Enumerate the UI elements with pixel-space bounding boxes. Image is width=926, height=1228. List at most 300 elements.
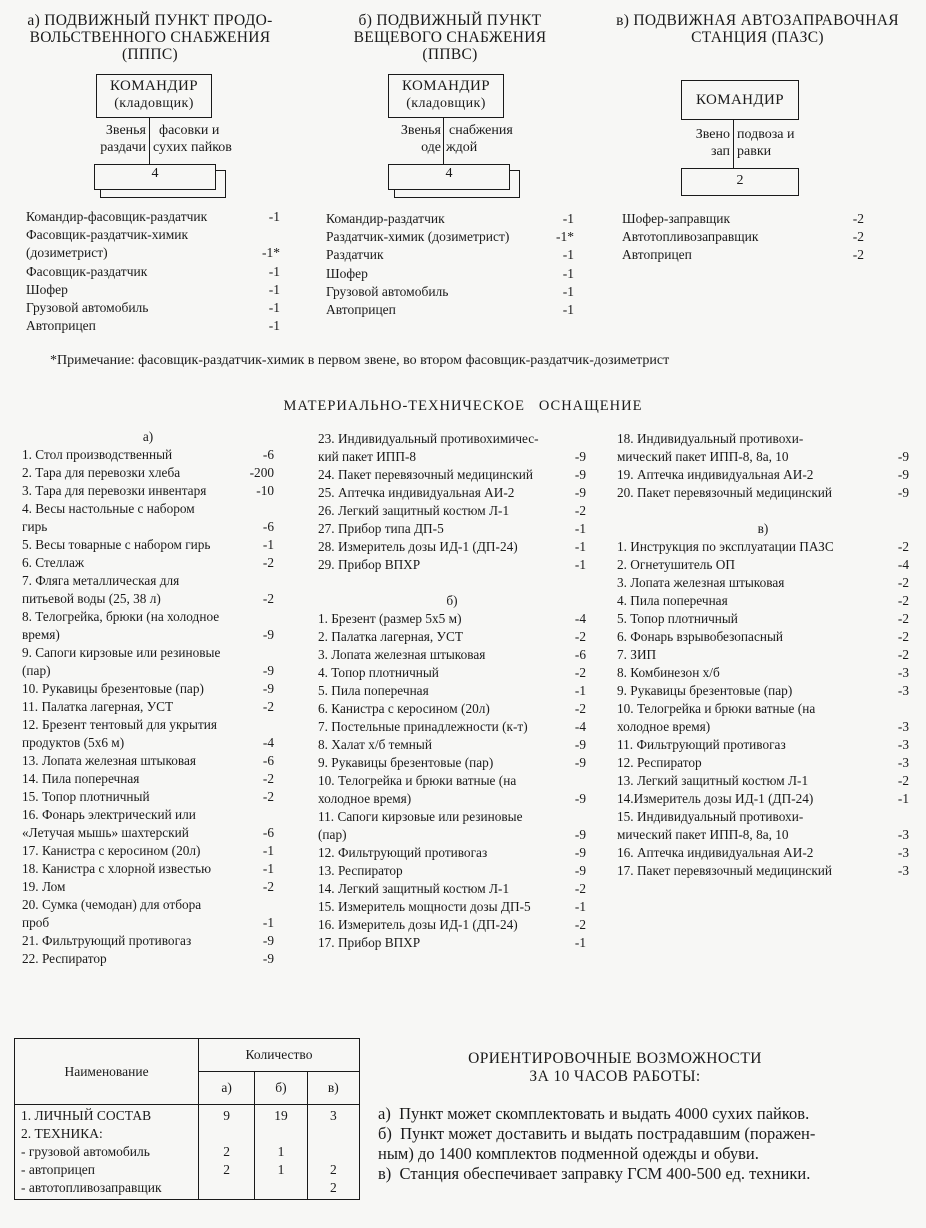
equipment-item-qty: -9 xyxy=(574,845,586,860)
equipment-item xyxy=(22,734,274,752)
equipment-item-qty: -2 xyxy=(897,773,909,788)
equipment-item-qty: -6 xyxy=(262,447,274,462)
equipment-item-qty: -9 xyxy=(574,737,586,752)
equipment-item-name: 9. Сапоги кирзовые или резиновые xyxy=(22,645,221,660)
table-cell xyxy=(255,1179,306,1197)
equipment-item-name: 2. Палатка лагерная, УСТ xyxy=(318,629,463,644)
equipment-item-name: 11. Палатка лагерная, УСТ xyxy=(22,699,174,714)
equipment-item-name: (пар) xyxy=(22,663,51,678)
equipment-item-name: 4. Топор плотничный xyxy=(318,665,439,680)
commander-label: КОМАНДИР xyxy=(109,78,199,94)
capabilities-title-line: ЗА 10 ЧАСОВ РАБОТЫ: xyxy=(529,1068,701,1085)
equipment-item xyxy=(617,664,909,682)
equipment-item-name: 24. Пакет перевязочный медицинский xyxy=(318,467,534,482)
list-item xyxy=(26,317,280,335)
equipment-item xyxy=(22,896,274,914)
table-cell xyxy=(308,1125,359,1143)
equipment-item-qty: -1 xyxy=(574,539,586,554)
equipment-item xyxy=(617,754,909,772)
equipment-item-qty: -9 xyxy=(897,467,909,482)
equipment-item-qty: -2 xyxy=(897,629,909,644)
subunit-left-line: Звенья xyxy=(400,123,441,138)
staff-qty: -1 xyxy=(562,247,574,263)
table-subheader xyxy=(307,1072,359,1105)
equipment-item-name: 11. Сапоги кирзовые или резиновые xyxy=(318,809,523,824)
subheader-c: в) xyxy=(327,1080,339,1095)
staff-qty: -1* xyxy=(556,229,574,245)
unit-a-subunit-left xyxy=(70,122,146,156)
equipment-item-name: 9. Рукавицы брезентовые (пар) xyxy=(617,683,793,698)
equipment-item-qty: -9 xyxy=(897,485,909,500)
subunit-left-line: оде xyxy=(421,140,441,155)
equipment-item-name: 16. Аптечка индивидуальная АИ-2 xyxy=(617,845,814,860)
unit-b-commander-box xyxy=(388,74,504,118)
table-body-row xyxy=(15,1105,360,1200)
staff-name: (дозиметрист) xyxy=(26,245,108,261)
equipment-item xyxy=(22,716,274,734)
equipment-item-name: 26. Легкий защитный костюм Л-1 xyxy=(318,503,510,518)
equipment-item xyxy=(617,574,909,592)
equipment-item-qty: -2 xyxy=(574,917,586,932)
staff-qty: -1 xyxy=(562,301,574,317)
equipment-item xyxy=(318,556,586,574)
equipment-item xyxy=(22,752,274,770)
equipment-item xyxy=(617,844,909,862)
equipment-item-name: мический пакет ИПП-8, 8а, 10 xyxy=(617,827,789,842)
equipment-item xyxy=(318,538,586,556)
equipment-item xyxy=(22,950,274,968)
equipment-item-qty: -3 xyxy=(897,827,909,842)
equipment-item xyxy=(318,916,586,934)
summary-table xyxy=(14,1038,360,1200)
equipment-item xyxy=(617,556,909,574)
equipment-item-qty: -4 xyxy=(574,611,586,626)
table-cell: 3 xyxy=(329,1108,337,1123)
equipment-item-qty: -1 xyxy=(262,537,274,552)
equipment-item-qty: -9 xyxy=(262,933,274,948)
unit-b-title-line: (ППВС) xyxy=(422,46,478,63)
equipment-item xyxy=(318,736,586,754)
equipment-item-name: 18. Индивидуальный противохи- xyxy=(617,431,804,446)
equipment-item-name: 5. Пила поперечная xyxy=(318,683,429,698)
equipment-item-qty: -2 xyxy=(262,591,274,606)
equipment-item-name: 2. Огнетушитель ОП xyxy=(617,557,735,572)
equipment-item-name: 23. Индивидуальный противохимичес- xyxy=(318,431,539,446)
list-item xyxy=(326,228,574,246)
subheader-a: а) xyxy=(221,1080,232,1095)
equipment-item xyxy=(318,790,586,808)
equipment-item xyxy=(617,610,909,628)
unit-a-subunit-right xyxy=(153,122,263,156)
subunit-count: 2 xyxy=(736,173,744,188)
table-col-c xyxy=(307,1105,359,1200)
table-name: 1. ЛИЧНЫЙ СОСТАВ xyxy=(21,1108,152,1123)
equipment-item-qty: -4 xyxy=(262,735,274,750)
equipment-item-qty: -2 xyxy=(262,771,274,786)
equipment-item xyxy=(318,880,586,898)
equipment-item-qty: -3 xyxy=(897,665,909,680)
list-item xyxy=(622,246,864,264)
equipment-item xyxy=(617,448,909,466)
equipment-item-qty: -9 xyxy=(574,755,586,770)
table-subheader xyxy=(199,1072,255,1105)
equipment-item xyxy=(22,644,274,662)
equipment-section-title: МАТЕРИАЛЬНО-ТЕХНИЧЕСКОЕ ОСНАЩЕНИЕ xyxy=(283,398,643,414)
equipment-item-qty: -1 xyxy=(262,861,274,876)
table-cell xyxy=(199,1179,254,1197)
equipment-item-qty: -1 xyxy=(574,521,586,536)
equipment-item-name: 15. Индивидуальный противохи- xyxy=(617,809,804,824)
staff-qty: -1 xyxy=(268,281,280,297)
equipment-item xyxy=(22,536,274,554)
equipment-subsection-heading: в) xyxy=(757,521,769,536)
equipment-item-name: 5. Топор плотничный xyxy=(617,611,738,626)
equipment-item xyxy=(22,860,274,878)
equipment-item-name: 7. Постельные принадлежности (к-т) xyxy=(318,719,528,734)
unit-c-count-box xyxy=(681,168,799,196)
equipment-item-qty: -1 xyxy=(574,557,586,572)
equipment-item xyxy=(617,808,909,826)
equipment-item xyxy=(22,824,274,842)
unit-c-staff-list xyxy=(622,210,864,265)
capability-line: ным) до 1400 комплектов подменной одежды и обуви. xyxy=(378,1144,759,1163)
equipment-item xyxy=(22,680,274,698)
equipment-item-qty: -9 xyxy=(574,827,586,842)
table-cell: 2 xyxy=(329,1162,337,1177)
equipment-item-name: 12. Брезент тентовый для укрытия xyxy=(22,717,218,732)
equipment-item-qty: -1 xyxy=(262,915,274,930)
equipment-item-qty: -1 xyxy=(897,791,909,806)
equipment-item xyxy=(22,932,274,950)
equipment-item-name: 2. Тара для перевозки хлеба xyxy=(22,465,181,480)
equipment-item xyxy=(22,842,274,860)
equipment-item xyxy=(22,464,274,482)
unit-c-subunit-left xyxy=(660,126,730,160)
equipment-item xyxy=(318,574,586,592)
table-header-row xyxy=(15,1039,360,1072)
equipment-item-name: 12. Респиратор xyxy=(617,755,702,770)
equipment-item-qty: -1 xyxy=(574,683,586,698)
equipment-item xyxy=(318,466,586,484)
equipment-item-name: 1. Стол производственный xyxy=(22,447,173,462)
equipment-item-name: 15. Топор плотничный xyxy=(22,789,150,804)
equipment-item-name: 3. Лопата железная штыковая xyxy=(318,647,486,662)
equipment-item-qty: -6 xyxy=(262,753,274,768)
staff-name: Командир-фасовщик-раздатчик xyxy=(26,209,208,224)
list-item xyxy=(622,210,864,228)
equipment-item-qty: -3 xyxy=(897,755,909,770)
equipment-item-qty: -2 xyxy=(897,575,909,590)
equipment-item-name: 16. Измеритель дозы ИД-1 (ДП-24) xyxy=(318,917,518,932)
equipment-item xyxy=(318,844,586,862)
equipment-item xyxy=(22,770,274,788)
subunit-right-line: фасовки и xyxy=(159,123,220,138)
table-name: - автотопливозаправщик xyxy=(21,1180,162,1195)
equipment-column-2 xyxy=(318,430,586,952)
table-cell xyxy=(199,1125,254,1143)
unit-a-title xyxy=(0,12,300,63)
table-subheader xyxy=(255,1072,307,1105)
unit-b-subunit-left xyxy=(364,122,441,156)
equipment-item xyxy=(318,808,586,826)
commander-sublabel: (кладовщик) xyxy=(406,96,486,111)
equipment-item-qty: -3 xyxy=(897,719,909,734)
staff-name: Командир-раздатчик xyxy=(326,211,445,226)
equipment-item-qty: -6 xyxy=(262,825,274,840)
unit-b-connector xyxy=(443,118,444,164)
equipment-item xyxy=(22,482,274,500)
equipment-item xyxy=(617,718,909,736)
equipment-item xyxy=(318,448,586,466)
equipment-subsection-heading: а) xyxy=(142,429,154,444)
equipment-item-name: 8. Халат х/б темный xyxy=(318,737,432,752)
table-col-b xyxy=(255,1105,307,1200)
equipment-item-name: 8. Телогрейка, брюки (на холодное xyxy=(22,609,220,624)
equipment-item-name: 12. Фильтрующий противогаз xyxy=(318,845,488,860)
subunit-right-line: равки xyxy=(737,144,772,159)
unit-b-staff-list xyxy=(326,210,574,319)
unit-a-subunit-stack xyxy=(94,164,226,198)
equipment-item-name: 9. Рукавицы брезентовые (пар) xyxy=(318,755,494,770)
list-item xyxy=(326,210,574,228)
equipment-item-qty: -2 xyxy=(262,789,274,804)
equipment-item xyxy=(318,664,586,682)
list-item xyxy=(26,263,280,281)
list-item xyxy=(326,265,574,283)
equipment-item-name: 1. Инструкция по эксплуатации ПАЗС xyxy=(617,539,834,554)
subunit-left-line: зап xyxy=(710,144,730,159)
equipment-item xyxy=(22,572,274,590)
equipment-item xyxy=(617,862,909,880)
staff-qty: -2 xyxy=(852,211,864,226)
unit-b-title-line: б) ПОДВИЖНЫЙ ПУНКТ xyxy=(358,12,542,29)
equipment-item-name: проб xyxy=(22,915,50,930)
equipment-item-name: 19. Лом xyxy=(22,879,66,894)
equipment-item-name: питьевой воды (25, 38 л) xyxy=(22,591,161,606)
table-cell: 2 xyxy=(329,1180,337,1195)
staff-name: Автотопливозаправщик xyxy=(622,229,759,245)
capability-line: б) Пункт может доставить и выдать пострадавшим (поражен- xyxy=(378,1124,816,1143)
equipment-item-qty: -200 xyxy=(249,465,274,480)
unit-a-staff-list xyxy=(26,208,280,335)
equipment-item-name: 4. Весы настольные с набором xyxy=(22,501,195,516)
table-name: - грузовой автомобиль xyxy=(21,1144,150,1159)
list-item xyxy=(26,226,280,244)
table-cell: 1 xyxy=(277,1162,285,1177)
equipment-item xyxy=(318,700,586,718)
unit-c-title xyxy=(595,12,920,46)
equipment-item-name: 6. Фонарь взрывобезопасный xyxy=(617,629,784,644)
equipment-item-name: 14. Легкий защитный костюм Л-1 xyxy=(318,881,510,896)
equipment-item-name: 13. Респиратор xyxy=(318,863,403,878)
equipment-item xyxy=(617,628,909,646)
equipment-item xyxy=(318,772,586,790)
equipment-item xyxy=(617,592,909,610)
equipment-item-qty: -2 xyxy=(897,593,909,608)
table-cell: 19 xyxy=(274,1108,288,1123)
equipment-item-name: 13. Легкий защитный костюм Л-1 xyxy=(617,773,809,788)
equipment-item-name: 6. Канистра с керосином (20л) xyxy=(318,701,490,716)
table-names-cell xyxy=(15,1105,199,1200)
staff-qty: -1 xyxy=(562,283,574,299)
equipment-item xyxy=(617,682,909,700)
staff-qty: -1* xyxy=(262,245,280,261)
staff-qty: -1 xyxy=(268,209,280,224)
equipment-item-qty: -2 xyxy=(897,647,909,662)
staff-qty: -1 xyxy=(268,299,280,315)
staff-qty: -1 xyxy=(268,318,280,334)
table-name: 2. ТЕХНИКА: xyxy=(21,1126,103,1141)
equipment-item xyxy=(22,554,274,572)
equipment-item-name: 10. Телогрейка и брюки ватные (на xyxy=(617,701,816,716)
commander-label: КОМАНДИР xyxy=(695,92,785,108)
equipment-item-name: 6. Стеллаж xyxy=(22,555,85,570)
unit-a-title-line: (ПППС) xyxy=(121,46,179,63)
equipment-item-name: 15. Измеритель мощности дозы ДП-5 xyxy=(318,899,531,914)
equipment-item-name: 8. Комбинезон х/б xyxy=(617,665,720,680)
equipment-item-qty: -2 xyxy=(262,555,274,570)
equipment-item xyxy=(318,610,586,628)
equipment-column-3 xyxy=(617,430,909,880)
subunit-left-line: раздачи xyxy=(100,140,146,155)
equipment-item-qty: -2 xyxy=(574,629,586,644)
equipment-item-name: 17. Пакет перевязочный медицинский xyxy=(617,863,833,878)
capabilities-title-line: ОРИЕНТИРОВОЧНЫЕ ВОЗМОЖНОСТИ xyxy=(468,1050,762,1067)
equipment-item-name: 7. ЗИП xyxy=(617,647,657,662)
equipment-item-name: время) xyxy=(22,627,60,642)
unit-c-title-line: в) ПОДВИЖНАЯ АВТОЗАПРАВОЧНАЯ xyxy=(616,12,899,29)
equipment-item-qty: -2 xyxy=(262,879,274,894)
commander-sublabel: (кладовщик) xyxy=(114,96,194,111)
capability-line: а) Пункт может скомплектовать и выдать 4000 сухих пайков. xyxy=(378,1104,810,1123)
equipment-item-qty: -9 xyxy=(262,627,274,642)
table-cell: 2 xyxy=(223,1162,231,1177)
unit-c-connector xyxy=(733,120,734,168)
equipment-item-name: 14. Пила поперечная xyxy=(22,771,140,786)
staff-name: Фасовщик-раздатчик xyxy=(26,263,148,279)
equipment-item-name: 27. Прибор типа ДП-5 xyxy=(318,521,444,536)
footnote: *Примечание: фасовщик-раздатчик-химик в первом звене, во втором фасовщик-раздатчик-дозиметрист xyxy=(50,353,670,368)
list-item xyxy=(26,281,280,299)
equipment-item xyxy=(617,772,909,790)
equipment-item-name: 17. Прибор ВПХР xyxy=(318,935,421,950)
equipment-item-qty: -2 xyxy=(574,665,586,680)
unit-a-title-line: а) ПОДВИЖНЫЙ ПУНКТ ПРОДО- xyxy=(27,12,273,29)
subunit-right-line: сухих пайков xyxy=(153,140,232,155)
equipment-item-name: 5. Весы товарные с набором гирь xyxy=(22,537,211,552)
equipment-item-qty: -4 xyxy=(897,557,909,572)
equipment-item-name: 10. Телогрейка и брюки ватные (на xyxy=(318,773,517,788)
unit-a-connector xyxy=(149,118,150,164)
equipment-item-qty: -9 xyxy=(574,467,586,482)
equipment-item xyxy=(617,466,909,484)
equipment-item xyxy=(22,878,274,896)
equipment-item-qty: -6 xyxy=(262,519,274,534)
equipment-item-name: 3. Тара для перевозки инвентаря xyxy=(22,483,207,498)
subunit-right-line: ждой xyxy=(446,140,478,155)
equipment-item-qty: -2 xyxy=(574,503,586,518)
equipment-item xyxy=(22,626,274,644)
staff-name: Шофер xyxy=(326,265,368,281)
equipment-item xyxy=(22,590,274,608)
equipment-item xyxy=(318,646,586,664)
name-header: Наименование xyxy=(64,1063,149,1079)
equipment-item-qty: -3 xyxy=(897,683,909,698)
equipment-item-name: 28. Измеритель дозы ИД-1 (ДП-24) xyxy=(318,539,518,554)
equipment-item xyxy=(318,484,586,502)
equipment-item-qty: -9 xyxy=(262,951,274,966)
unit-c-subunit-right xyxy=(737,126,847,160)
equipment-item xyxy=(318,898,586,916)
equipment-item-qty: -3 xyxy=(897,845,909,860)
equipment-item-qty: -9 xyxy=(262,681,274,696)
staff-name: Шофер-заправщик xyxy=(622,211,731,226)
staff-qty: -2 xyxy=(852,247,864,263)
table-cell xyxy=(308,1143,359,1161)
equipment-item-name: 10. Рукавицы брезентовые (пар) xyxy=(22,681,204,696)
table-col-a xyxy=(199,1105,255,1200)
equipment-item-name: 19. Аптечка индивидуальная АИ-2 xyxy=(617,467,814,482)
equipment-item xyxy=(22,608,274,626)
equipment-item-qty: -2 xyxy=(897,539,909,554)
staff-qty: -1 xyxy=(562,211,574,226)
commander-label: КОМАНДИР xyxy=(401,78,491,94)
unit-b-title xyxy=(300,12,600,63)
equipment-item xyxy=(617,430,909,448)
list-item xyxy=(326,301,574,319)
equipment-item-qty: -9 xyxy=(897,449,909,464)
table-cell: 2 xyxy=(223,1144,231,1159)
capability-line: в) Станция обеспечивает заправку ГСМ 400-500 ед. техники. xyxy=(378,1164,811,1183)
equipment-item-qty: -2 xyxy=(262,699,274,714)
equipment-item-qty: -3 xyxy=(897,737,909,752)
equipment-item-name: 22. Респиратор xyxy=(22,951,107,966)
equipment-item xyxy=(22,500,274,518)
table-cell: 9 xyxy=(223,1108,231,1123)
equipment-item xyxy=(318,502,586,520)
equipment-item-qty: -2 xyxy=(897,611,909,626)
equipment-item xyxy=(617,700,909,718)
equipment-item-name: «Летучая мышь» шахтерский xyxy=(22,825,189,840)
equipment-item-qty: -9 xyxy=(574,791,586,806)
equipment-item xyxy=(318,934,586,952)
equipment-item-name: холодное время) xyxy=(617,719,711,734)
equipment-item-qty: -2 xyxy=(574,881,586,896)
equipment-item xyxy=(617,826,909,844)
unit-b-subunit-stack xyxy=(388,164,520,198)
equipment-item-name: 7. Фляга металлическая для xyxy=(22,573,180,588)
equipment-item xyxy=(22,662,274,680)
unit-a-count-box xyxy=(94,164,216,190)
equipment-item-qty: -2 xyxy=(574,701,586,716)
subunit-left-line: Звенья xyxy=(105,123,146,138)
list-item xyxy=(26,208,280,226)
unit-b-count-box xyxy=(388,164,510,190)
equipment-item-name: 29. Прибор ВПХР xyxy=(318,557,421,572)
equipment-item-qty: -10 xyxy=(256,483,274,498)
equipment-item-name: кий пакет ИПП-8 xyxy=(318,449,417,464)
list-item xyxy=(26,299,280,317)
staff-name: Фасовщик-раздатчик-химик xyxy=(26,227,189,243)
equipment-subsection-heading: б) xyxy=(446,593,458,608)
equipment-item-qty: -9 xyxy=(574,485,586,500)
equipment-item xyxy=(617,484,909,502)
equipment-item-name: 16. Фонарь электрический или xyxy=(22,807,196,822)
equipment-item xyxy=(22,806,274,824)
staff-name: Грузовой автомобиль xyxy=(326,283,449,299)
unit-c-commander-box xyxy=(681,80,799,120)
unit-a-title-line: ВОЛЬСТВЕННОГО СНАБЖЕНИЯ xyxy=(29,29,271,46)
